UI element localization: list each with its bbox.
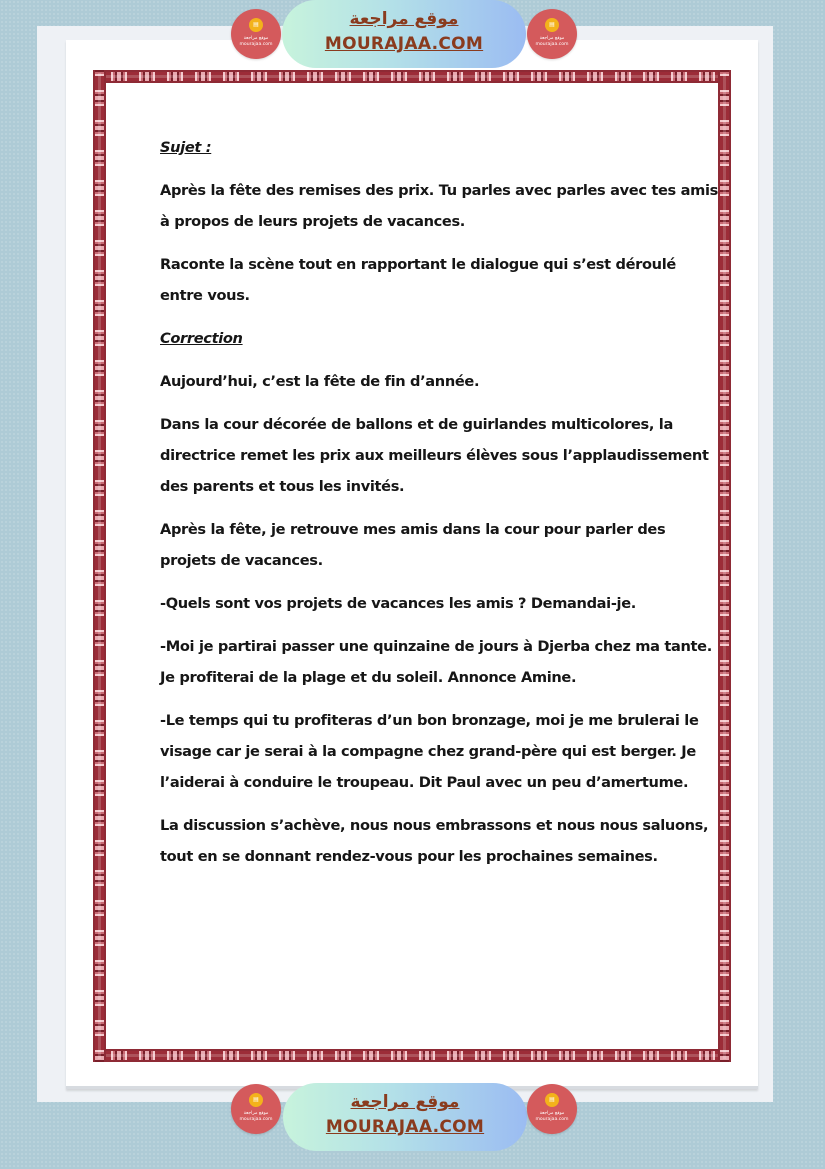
frame-left-border bbox=[93, 70, 106, 1062]
frame-bottom-border bbox=[93, 1049, 731, 1062]
site-badge-left[interactable] bbox=[231, 9, 281, 59]
site-badge-right[interactable] bbox=[527, 9, 577, 59]
site-name-arabic: موقع مراجعة bbox=[349, 9, 459, 29]
site-badge-left[interactable] bbox=[231, 1084, 281, 1134]
badge-arabic-text: موقع مراجعة bbox=[539, 36, 565, 41]
site-badge-right[interactable] bbox=[527, 1084, 577, 1134]
site-name-latin: MOURAJAA.COM bbox=[325, 1117, 485, 1137]
dialogue-line: -Le temps qui tu profiteras d’un bon bronzage, moi je me brulerai le visage car je serai à la compagne chez grand-père qui est berger. Je l’aiderai à conduire le troupeau. Dit Paul avec un peu d’amertume. bbox=[160, 712, 699, 791]
book-icon: ▤ bbox=[249, 1093, 263, 1107]
badge-arabic-text: موقع مراجعة bbox=[243, 1111, 269, 1116]
watermark-banner-top bbox=[0, 0, 825, 70]
badge-text bbox=[231, 1111, 281, 1123]
frame-top-border bbox=[93, 70, 731, 83]
badge-latin-text: mourajaa.com bbox=[535, 1117, 569, 1122]
document-content bbox=[160, 132, 720, 884]
site-name-latin: MOURAJAA.COM bbox=[324, 34, 484, 54]
site-link-pill[interactable] bbox=[282, 0, 526, 68]
badge-arabic-text: موقع مراجعة bbox=[243, 36, 269, 41]
subject-paragraph: Après la fête des remises des prix. Tu parles avec parles avec tes amis à propos de leurs projets de vacances. bbox=[160, 182, 718, 230]
correction-paragraph: Dans la cour décorée de ballons et de guirlandes multicolores, la directrice remet les prix aux meilleurs élèves sous l’applaudissement des parents et tous les invités. bbox=[160, 416, 709, 495]
correction-paragraph: Aujourd’hui, c’est la fête de fin d’année. bbox=[160, 373, 480, 390]
subject-paragraph: Raconte la scène tout en rapportant le dialogue qui s’est déroulé entre vous. bbox=[160, 256, 676, 304]
badge-arabic-text: موقع مراجعة bbox=[539, 1111, 565, 1116]
badge-latin-text: mourajaa.com bbox=[239, 1117, 273, 1122]
badge-text bbox=[527, 36, 577, 48]
site-link-pill[interactable] bbox=[283, 1083, 527, 1151]
dialogue-line: -Moi je partirai passer une quinzaine de jours à Djerba chez ma tante. Je profiterai de la plage et du soleil. Annonce Amine. bbox=[160, 638, 712, 686]
subject-heading: Sujet : bbox=[160, 139, 212, 156]
dialogue-line: -Quels sont vos projets de vacances les amis ? Demandai-je. bbox=[160, 595, 636, 612]
correction-paragraph: La discussion s’achève, nous nous embrassons et nous nous saluons, tout en se donnant rendez-vous pour les prochaines semaines. bbox=[160, 817, 709, 865]
book-icon: ▤ bbox=[249, 18, 263, 32]
correction-heading: Correction bbox=[160, 330, 243, 347]
badge-latin-text: mourajaa.com bbox=[535, 42, 569, 47]
site-name-arabic: موقع مراجعة bbox=[350, 1092, 460, 1112]
correction-paragraph: Après la fête, je retrouve mes amis dans la cour pour parler des projets de vacances. bbox=[160, 521, 666, 569]
badge-latin-text: mourajaa.com bbox=[239, 42, 273, 47]
watermark-banner-bottom bbox=[0, 1083, 825, 1153]
badge-text bbox=[231, 36, 281, 48]
badge-text bbox=[527, 1111, 577, 1123]
book-icon: ▤ bbox=[545, 18, 559, 32]
book-icon: ▤ bbox=[545, 1093, 559, 1107]
